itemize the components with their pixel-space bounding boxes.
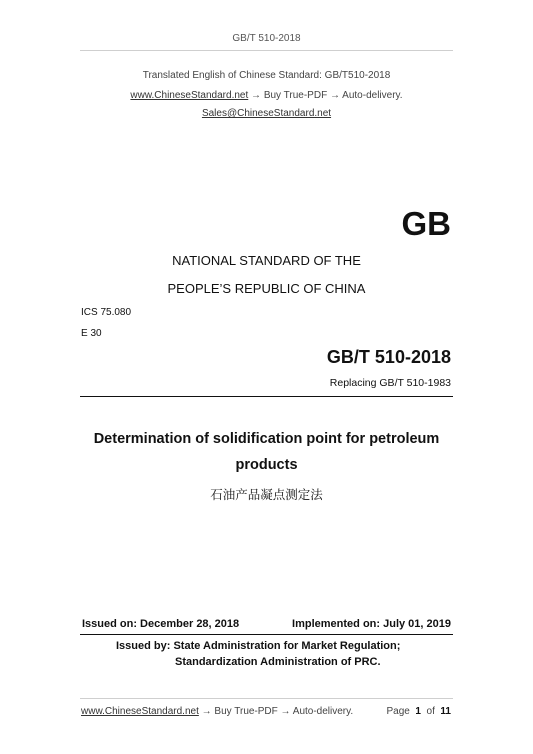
running-header: GB/T 510-2018 [232,33,301,44]
header-divider [80,50,453,51]
site-link[interactable]: www.ChineseStandard.net [130,90,249,101]
dates-divider [80,634,453,635]
title-english-line2: products [235,457,298,473]
issuer-line2: Standardization Administration of PRC. [175,656,381,668]
footer-site-link[interactable]: www.ChineseStandard.net [81,706,199,717]
page-label: Page [386,706,410,717]
translation-notice: Translated English of Chinese Standard: GB/T510-2018 [142,70,391,81]
national-standard-line2: PEOPLE’S REPUBLIC OF CHINA [167,281,366,296]
replacing-note: Replacing GB/T 510-1983 [329,377,451,389]
national-standard-line1: NATIONAL STANDARD OF THE [172,253,361,268]
page-total: 11 [440,706,451,717]
footer-buy-notice [81,706,353,717]
ccs-code: E 30 [81,328,102,339]
footer-divider [80,698,453,699]
implemented-date: Implemented on: July 01, 2019 [292,618,451,630]
issued-date: Issued on: December 28, 2018 [82,618,240,630]
standard-number: GB/T 510-2018 [326,347,451,367]
title-chinese: 石油产品凝点测定法 [210,487,323,502]
gb-mark: GB [401,205,451,242]
ics-code: ICS 75.080 [81,307,132,318]
page-current: 1 [415,706,421,717]
sales-email-link[interactable]: Sales@ChineseStandard.net [201,108,332,119]
email-line [0,108,533,119]
title-english-line1: Determination of solidification point for petroleum [93,431,440,447]
issuer-line1: Issued by: State Administration for Market Regulation; [116,640,401,652]
buy-notice-text: → Buy True-PDF → Auto-delivery. [248,90,403,101]
page-indicator [386,706,451,717]
footer-buy-text: → Buy True-PDF → Auto-delivery. [198,706,354,717]
page-of: of [426,706,435,717]
title-divider [80,396,453,397]
buy-notice [0,90,533,101]
